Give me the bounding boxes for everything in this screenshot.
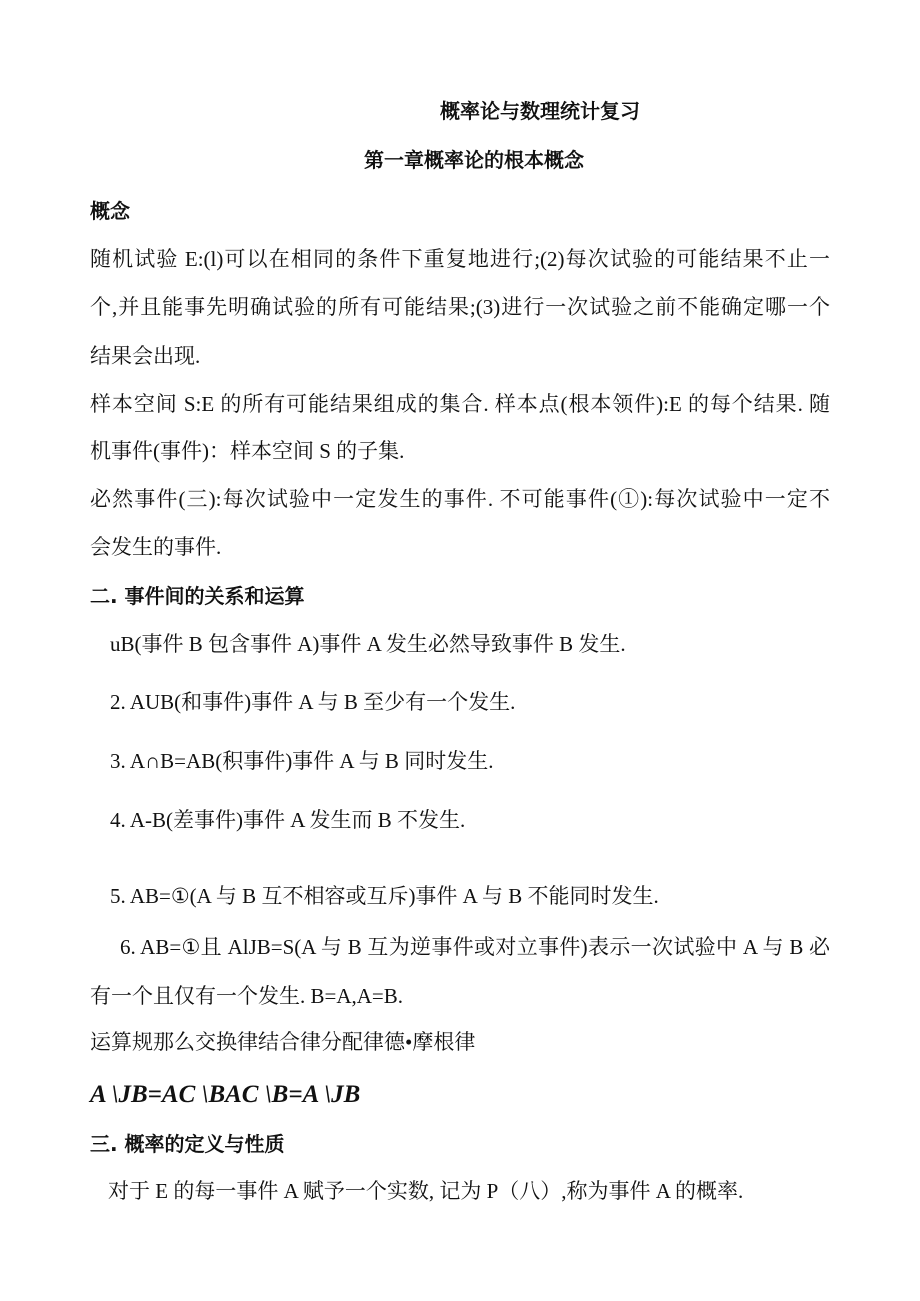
- paragraph-line: 机事件(事件)：样本空间 S 的子集.: [90, 439, 405, 463]
- list-item: 6. AB=①且 AlJB=S(A 与 B 互为逆事件或对立事件)表示一次试验中 A 与 B 必: [120, 935, 830, 959]
- list-item: 2. AUB(和事件)事件 A 与 B 至少有一个发生.: [110, 690, 516, 714]
- formula: A \JB=AC \BAC \B=A \JB: [90, 1081, 361, 1108]
- doc-title: 概率论与数理统计复习: [440, 99, 640, 123]
- paragraph-line: 对于 E 的每一事件 A 赋予一个实数, 记为 P（八）,称为事件 A 的概率.: [108, 1179, 744, 1203]
- section-heading-concepts: 概念: [90, 199, 130, 223]
- list-item-continuation: 有一个且仅有一个发生. B=A,A=B.: [90, 984, 404, 1008]
- paragraph-line: 会发生的事件.: [90, 535, 222, 559]
- paragraph-line: 样本空间 S:E 的所有可能结果组成的集合. 样本点(根本领件):E 的每个结果. 随: [90, 392, 830, 416]
- paragraph-line: 必然事件(三):每次试验中一定发生的事件. 不可能事件(①):每次试验中一定不: [90, 487, 830, 511]
- chapter-title: 第一章概率论的根本概念: [364, 148, 584, 172]
- operation-rules: 运算规那么交换律结合律分配律德•摩根律: [90, 1030, 476, 1054]
- section-heading-relations: 二. 事件间的关系和运算: [90, 584, 305, 608]
- paragraph-line: 随机试验 E:(l)可以在相同的条件下重复地进行;(2)每次试验的可能结果不止一: [90, 247, 830, 271]
- list-item: 4. A-B(差事件)事件 A 发生而 B 不发生.: [110, 808, 466, 832]
- list-item: 3. A∩B=AB(积事件)事件 A 与 B 同时发生.: [110, 749, 494, 773]
- paragraph-line: 结果会出现.: [90, 344, 201, 368]
- list-item: uB(事件 B 包含事件 A)事件 A 发生必然导致事件 B 发生.: [110, 632, 626, 656]
- section-heading-probability: 三. 概率的定义与性质: [90, 1132, 285, 1156]
- list-item: 5. AB=①(A 与 B 互不相容或互斥)事件 A 与 B 不能同时发生.: [110, 884, 659, 908]
- paragraph-line: 个,并且能事先明确试验的所有可能结果;(3)进行一次试验之前不能确定哪一个: [90, 295, 830, 319]
